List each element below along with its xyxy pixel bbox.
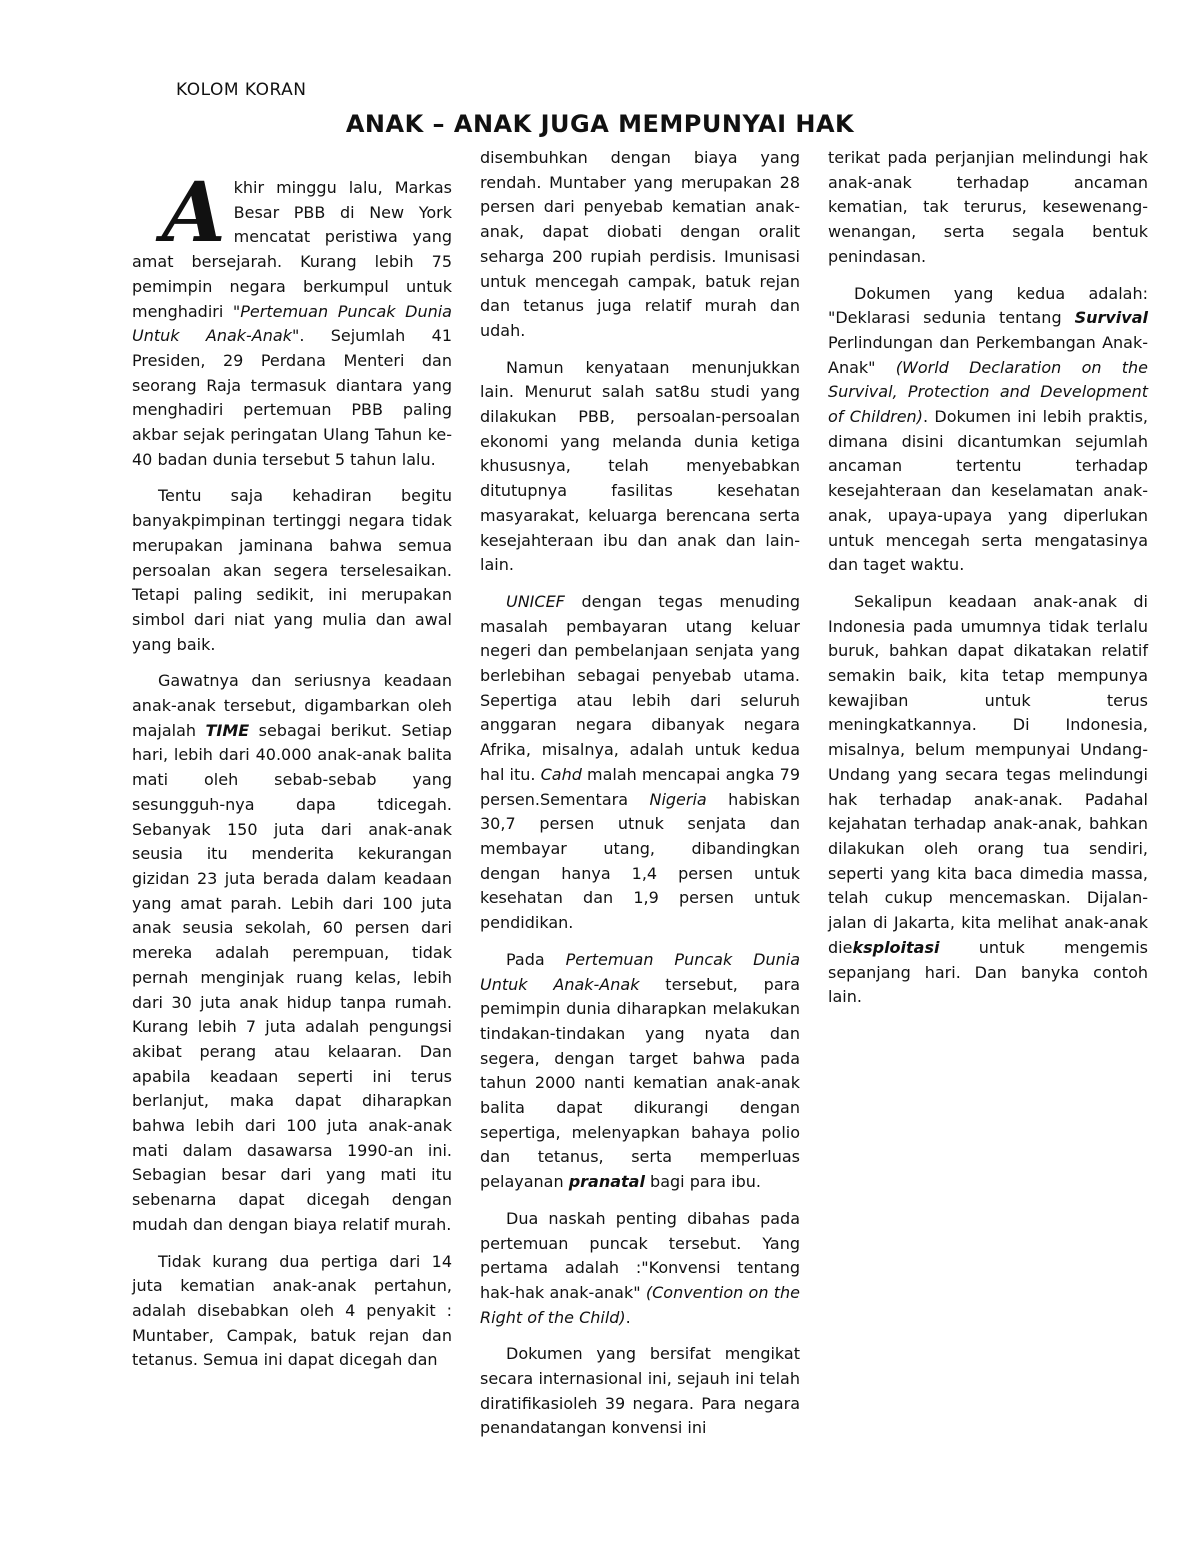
text: sebagai berikut. Setiap hari, lebih dari 40.000 anak-anak balita mati oleh sebab-sebab yang sesungguh-nya dapa tdicegah. Sebanyak 150 juta dari anak-anak seusia itu menderita kekurangan gizidan 23 juta berada dalam keadaan yang amat parah. Lebih dari 100 juta anak seusia sekolah, 60 persen dari mereka adalah perempuan, tidak pernah menginjak ruang kelas, lebih dari 30 juta anak hidup tanpa rumah. Kurang lebih 7 juta adalah pengungsi akibat perang atau kelaaran. Dan apabila keadaan seperti ini terus berlanjut, maka dapat diharapkan bahwa lebih dari 100 juta anak-anak mati dalam dasawarsa 1990-an ini. Sebagian besar dari yang mati itu sebenarna dapat dicegah dengan mudah dan dengan biaya relatif murah. xyxy=(132,720,452,1234)
document-name: (Convention on the Right of the Child) xyxy=(480,1282,800,1327)
term: pranatal xyxy=(568,1172,645,1192)
country-name: Cahd xyxy=(540,764,582,784)
paragraph xyxy=(132,669,452,1237)
document-name: (World Declaration on the Survival, Protection and Development of Children) xyxy=(828,357,1149,427)
paragraph xyxy=(828,590,1148,1010)
paragraph xyxy=(132,165,452,472)
event-name: Pertemuan Puncak Dunia Untuk Anak-Anak xyxy=(480,949,800,994)
text: Dokumen yang kedua adalah: "Deklarasi sedunia tentang xyxy=(828,283,1148,328)
event-name: Pertemuan Puncak Dunia Untuk Anak-Anak xyxy=(132,301,452,346)
drop-cap: A xyxy=(162,165,226,261)
text: ". Sejumlah 41 Presiden, 29 Perdana Menteri dan seorang Raja termasuk diantara yang menghadiri pertemuan PBB paling akbar sejak peringatan Ulang Tahun ke-40 badan dunia tersebut 5 tahun lalu. xyxy=(132,326,452,469)
paragraph: Tentu saja kehadiran begitu banyakpimpinan tertinggi negara tidak merupakan jaminana bahwa semua persoalan akan segera terselesaikan. Tetapi paling sedikit, ini merupakan simbol dari niat yang mulia dan awal yang baik. xyxy=(132,486,452,654)
text: untuk mengemis sepanjang hari. Dan banyka contoh lain. xyxy=(828,937,1148,1007)
paragraph: Dokumen yang bersifat mengikat secara internasional ini, sejauh ini telah diratifikasioleh 39 negara. Para negara penandatangan konvensi ini xyxy=(480,1344,800,1438)
magazine-name: TIME xyxy=(205,720,250,740)
text: . Dokumen ini lebih praktis, dimana disini dicantumkan sejumlah ancaman tertentu terhadap kesejahteraan dan keselamatan anak-anak, upaya-upaya yang diperlukan untuk mencegah serta mengatasinya dan taget waktu. xyxy=(828,407,1149,575)
country-name: Nigeria xyxy=(649,789,707,809)
text: dengan tegas menuding masalah pembayaran utang keluar negeri dan pembelanjaan senjata yang berlebihan sebagai penyebab utama. Sepertiga atau lebih dari seluruh anggaran negara dibanyak negara Afrika, misalnya, adalah untuk kedua hal itu. xyxy=(480,591,800,784)
text: bagi para ibu. xyxy=(644,1172,761,1192)
column-2 xyxy=(480,146,800,1453)
paragraph xyxy=(480,948,800,1195)
column-3 xyxy=(828,146,1148,1022)
term: ksploitasi xyxy=(852,937,940,957)
paragraph: Namun kenyataan menunjukkan lain. Menurut salah sat8u studi yang dilakukan PBB, persoalan-persoalan ekonomi yang melanda dunia ketiga khususnya, telah menyebabkan ditutupnya fasilitas kesehatan masyarakat, keluarga berencana serta kesejahteraan ibu dan anak dan lain-lain. xyxy=(480,357,800,575)
text: Pada xyxy=(506,949,566,969)
paragraph xyxy=(480,1207,800,1331)
text: Sekalipun keadaan anak-anak di Indonesia pada umumnya tidak terlalu buruk, bahkan dapat dikatakan relatif semakin baik, kita tetap mempunya kewajiban untuk terus meningkatkannya. Di Indonesia, misalnya, belum mempunyai Undang-Undang yang secara tegas melindungi hak terhadap anak-anak. Padahal kejahatan terhadap anak-anak, bahkan dilakukan oleh orang tua sendiri, seperti yang kita baca dimedia massa, telah cukup mencemaskan. Dijalan-jalan di Jakarta, kita melihat anak-anak die xyxy=(828,591,1148,957)
paragraph xyxy=(828,282,1148,578)
term: Survival xyxy=(1074,308,1148,328)
text: Dua naskah penting dibahas pada pertemuan puncak tersebut. Yang pertama adalah :"Konvensi tentang hak-hak anak-anak" xyxy=(480,1208,800,1302)
text: tersebut, para pemimpin dunia diharapkan melakukan tindakan-tindakan yang nyata dan segera, dengan target bahwa pada tahun 2000 nanti kematian anak-anak balita dapat dikurangi dengan sepertiga, melenyapkan bahaya polio dan tetanus, serta memperluas pelayanan xyxy=(480,974,800,1192)
org-name: UNICEF xyxy=(506,591,565,611)
text: Gawatnya dan seriusnya keadaan anak-anak tersebut, digambarkan oleh majalah xyxy=(132,671,452,740)
text: Perlindungan dan Perkembangan Anak-Anak" xyxy=(828,332,1148,377)
paragraph: terikat pada perjanjian melindungi hak anak-anak terhadap ancaman kematian, tak terurus, kesewenang-wenangan, serta segala bentuk penindasan. xyxy=(828,148,1148,266)
paragraph xyxy=(480,590,800,936)
text: . xyxy=(625,1307,631,1327)
text: malah mencapai angka 79 persen.Sementara xyxy=(480,764,800,809)
text: habiskan 30,7 persen utnuk senjata dan membayar utang, dibandingkan dengan hanya 1,4 persen untuk kesehatan dan 1,9 persen untuk pendidikan. xyxy=(480,789,800,933)
article-title: ANAK – ANAK JUGA MEMPUNYAI HAK xyxy=(345,110,855,138)
text: khir minggu lalu, Markas Besar PBB di New York mencatat peristiwa yang amat bersejarah. Kurang lebih 75 pemimpin negara berkumpul untuk menghadiri " xyxy=(132,178,452,321)
paragraph: Tidak kurang dua pertiga dari 14 juta kematian anak-anak pertahun, adalah disebabkan oleh 4 penyakit : Muntaber, Campak, batuk rejan dan tetanus. Semua ini dapat dicegah dan xyxy=(132,1251,452,1370)
paragraph: disembuhkan dengan biaya yang rendah. Muntaber yang merupakan 28 persen dari penyebab kematian anak-anak, dapat diobati dengan oralit seharga 200 rupiah perdisis. Imunisasi untuk mencegah campak, batuk rejan dan tetanus juga relatif murah dan udah. xyxy=(480,148,800,340)
section-label: KOLOM KORAN xyxy=(176,80,307,100)
column-1 xyxy=(132,165,452,1385)
